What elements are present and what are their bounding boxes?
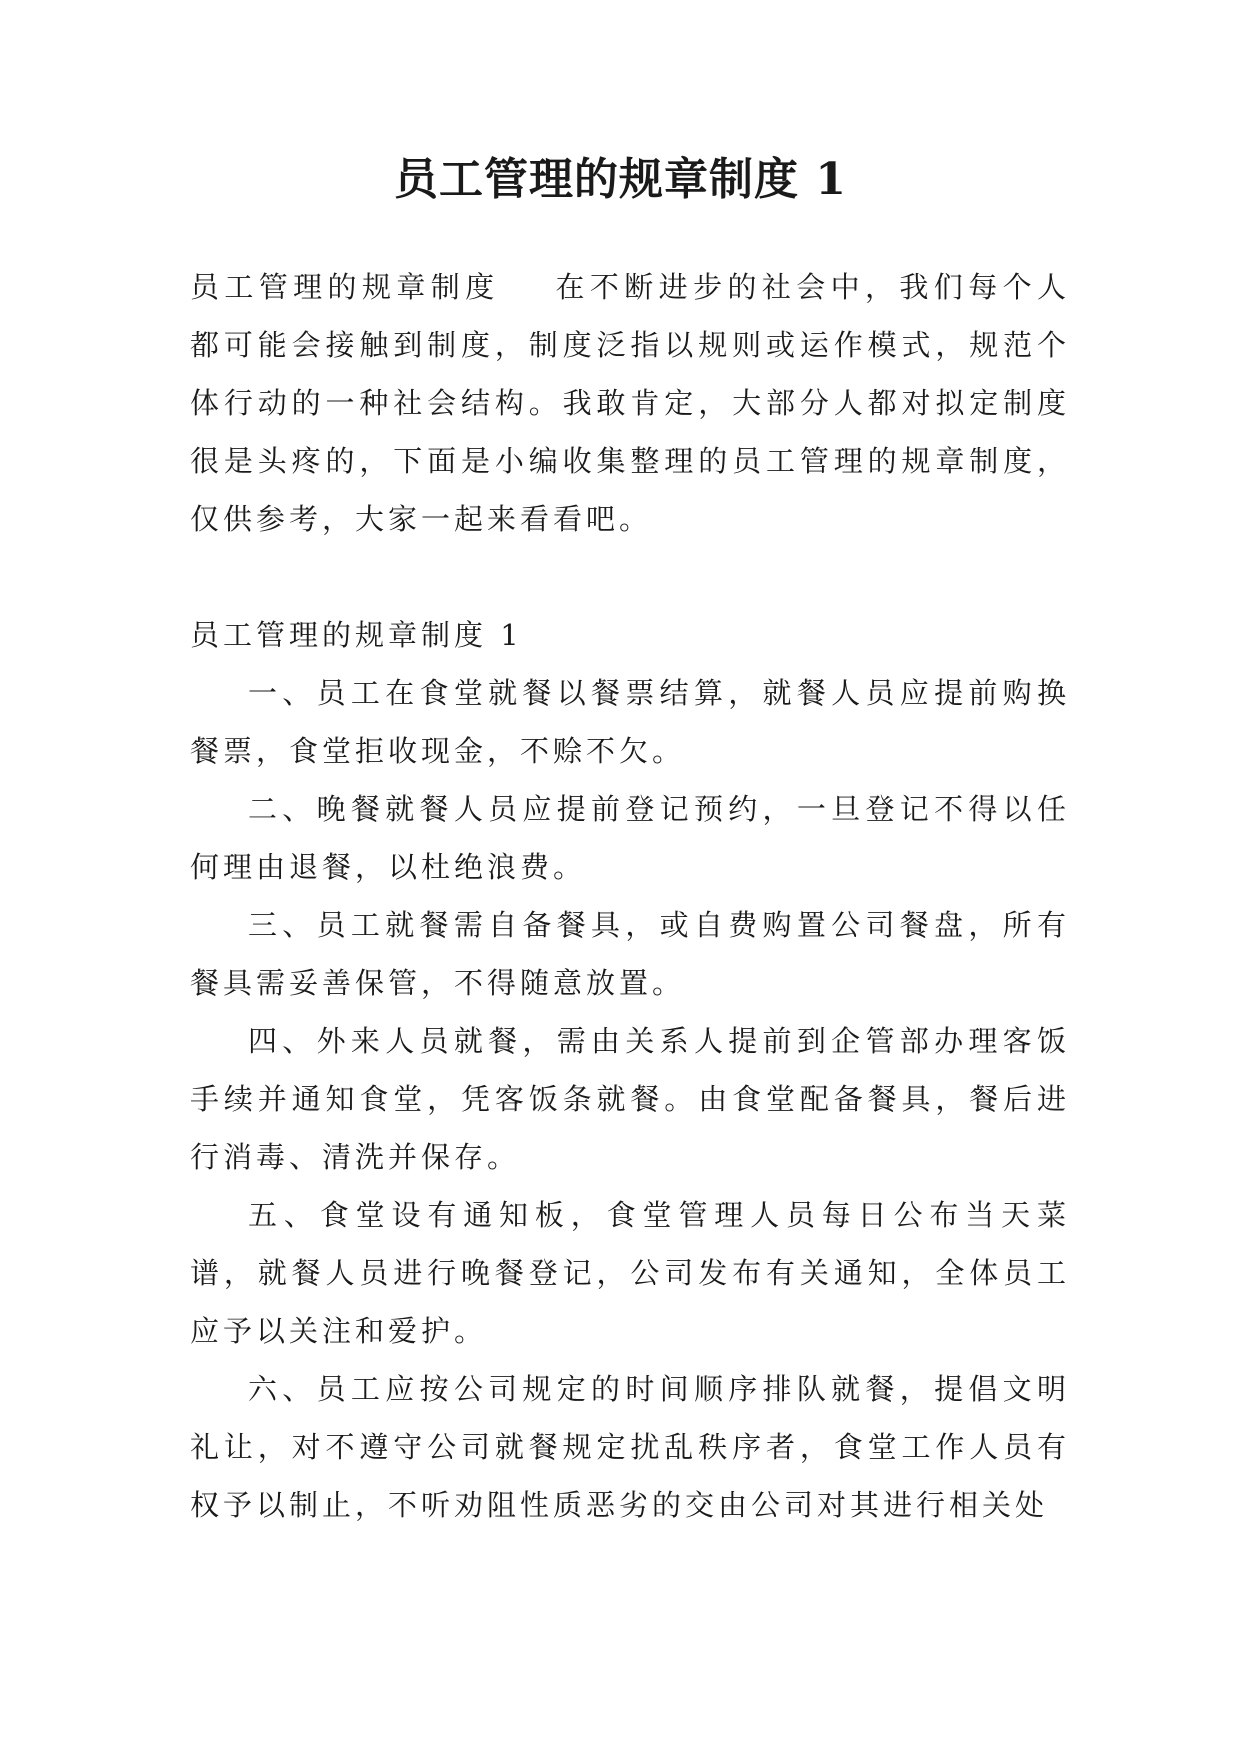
section-heading: 员工管理的规章制度 1 [190, 618, 523, 652]
intro-text: 在不断进步的社会中，我们每个人都可能会接触到制度，制度泛指以规则或运作模式，规范个体行动的一种社会结构。我敢肯定，大部分人都对拟定制度很是头疼的，下面是小编收集整理的员工管理的规章制度，仅供参考，大家一起来看看吧。 [190, 270, 1070, 536]
rule-item-3: 三、员工就餐需自备餐具，或自费购置公司餐盘，所有餐具需妥善保管，不得随意放置。 [190, 908, 1070, 1000]
rule-item-6: 六、员工应按公司规定的时间顺序排队就餐，提倡文明礼让，对不遵守公司就餐规定扰乱秩序者，食堂工作人员有权予以制止，不听劝阻性质恶劣的交由公司对其进行相关处 [190, 1372, 1070, 1522]
rule-item-2: 二、晚餐就餐人员应提前登记预约，一旦登记不得以任何理由退餐，以杜绝浪费。 [190, 792, 1070, 884]
intro-paragraph [190, 258, 1070, 548]
intro-heading: 员工管理的规章制度 [190, 270, 500, 304]
rule-item-5: 五、食堂设有通知板，食堂管理人员每日公布当天菜谱，就餐人员进行晚餐登记，公司发布有关通知，全体员工应予以关注和爱护。 [190, 1198, 1070, 1348]
paragraph-gap [190, 548, 1070, 606]
rule-item-4: 四、外来人员就餐，需由关系人提前到企管部办理客饭手续并通知食堂，凭客饭条就餐。由食堂配备餐具，餐后进行消毒、清洗并保存。 [190, 1024, 1070, 1174]
document-body [190, 258, 1070, 1534]
rule-item-1: 一、员工在食堂就餐以餐票结算，就餐人员应提前购换餐票，食堂拒收现金，不赊不欠。 [190, 676, 1070, 768]
document-title: 员工管理的规章制度 1 [394, 154, 847, 205]
